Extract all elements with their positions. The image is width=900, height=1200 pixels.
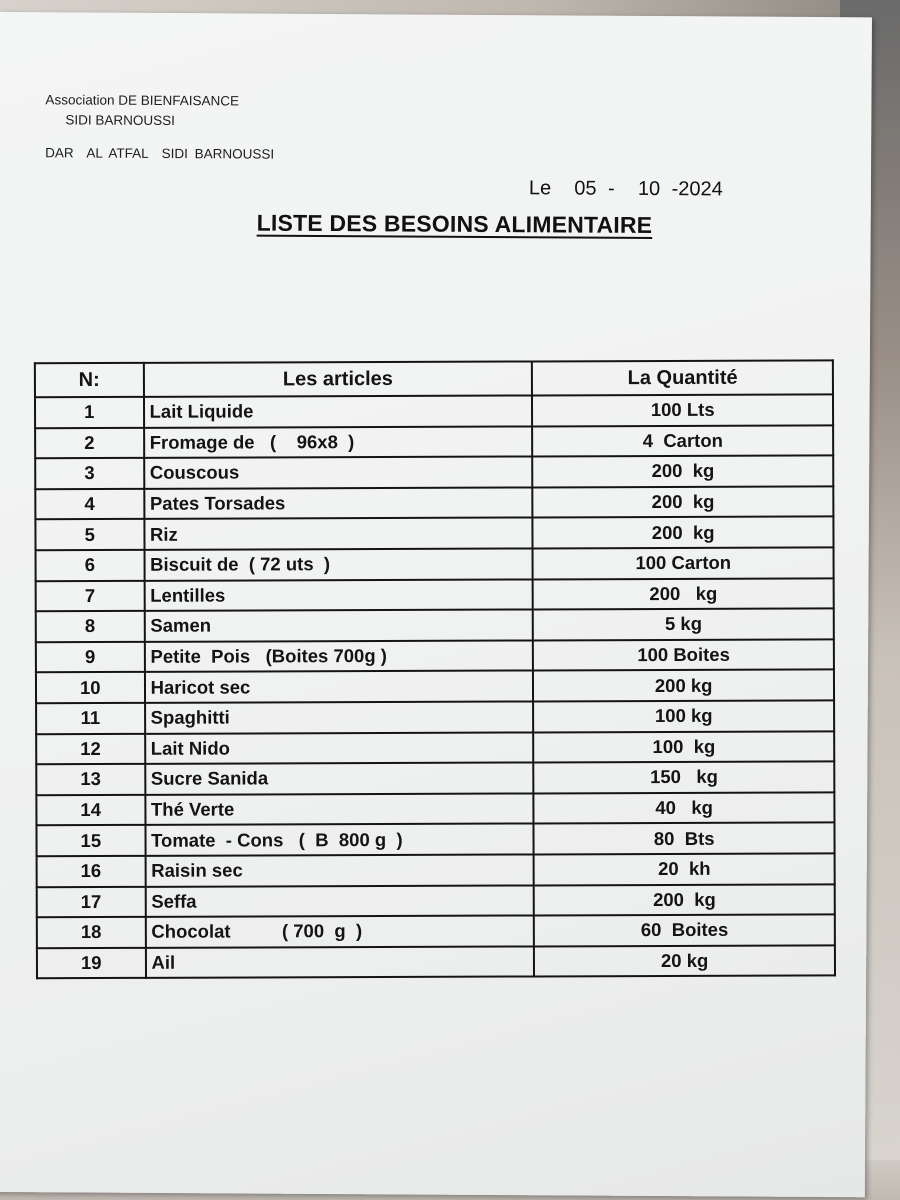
row-article-cell: [145, 701, 534, 733]
row-quantity: 200 kg: [653, 888, 716, 910]
table-row: [36, 731, 834, 764]
row-quantity-cell: [533, 547, 834, 579]
row-quantity: 100 Boites: [637, 643, 730, 666]
row-quantity-cell: [532, 425, 833, 457]
table-row: [35, 456, 833, 489]
row-quantity: 40 kg: [655, 796, 713, 819]
row-quantity: 200 kg: [651, 460, 715, 482]
row-number: 16: [37, 856, 146, 887]
row-quantity: 200 kg: [654, 674, 713, 696]
row-article-cell: [145, 763, 534, 795]
row-quantity: 4 Carton: [642, 429, 723, 451]
paper-sheet: [0, 12, 872, 1197]
row-quantity-cell: [533, 609, 834, 641]
row-article-cell: [144, 610, 533, 642]
needs-table: [34, 359, 836, 979]
table-row: [35, 486, 833, 519]
row-number: 11: [36, 703, 145, 734]
row-number: 5: [35, 519, 144, 550]
row-article: Thé Verte: [150, 798, 235, 820]
table-body: [35, 394, 835, 978]
row-quantity: 100 kg: [654, 705, 713, 727]
row-number: 4: [35, 489, 144, 520]
row-article: Biscuit de ( 72 uts ): [150, 553, 331, 576]
row-quantity: 100 kg: [652, 735, 716, 757]
row-number: 13: [36, 764, 145, 795]
letterhead: [45, 90, 275, 164]
row-article: Fromage de ( 96x8 ): [149, 430, 355, 453]
row-quantity-cell: [533, 456, 834, 488]
table-row: [36, 700, 834, 733]
row-quantity-cell: [534, 731, 835, 763]
row-article-cell: [144, 426, 533, 458]
row-article-cell: [144, 487, 533, 519]
row-number: 8: [36, 611, 145, 642]
row-article: Pates Torsades: [149, 492, 286, 514]
row-article-cell: [145, 793, 534, 825]
table-row: [35, 394, 833, 427]
row-quantity: 100 Carton: [635, 552, 732, 574]
row-number: 10: [36, 672, 145, 703]
table-row: [37, 915, 835, 948]
row-article: Raisin sec: [151, 859, 243, 882]
row-number: 2: [35, 427, 144, 458]
row-quantity-cell: [533, 486, 834, 518]
table-row: [37, 945, 835, 978]
row-quantity-cell: [534, 884, 835, 916]
row-number: 15: [36, 825, 145, 856]
column-header-articles: Les articles: [143, 361, 532, 396]
row-article: Haricot sec: [150, 676, 251, 698]
row-article-cell: [145, 824, 534, 856]
row-number: 12: [36, 733, 145, 764]
table-row: [36, 792, 834, 825]
row-article-cell: [144, 579, 533, 611]
row-quantity: 60 Boites: [640, 919, 729, 941]
table-row: [36, 547, 834, 580]
row-article: Ail: [151, 951, 176, 973]
row-article-cell: [144, 457, 533, 489]
row-quantity: 100 Lts: [650, 399, 715, 421]
row-quantity-cell: [533, 517, 834, 549]
institution-name: DAR AL ATFAL SIDI BARNOUSSI: [45, 144, 275, 162]
row-number: 19: [37, 948, 146, 979]
column-header-quantity: La Quantité: [532, 360, 833, 395]
row-article: Lait Liquide: [149, 400, 254, 423]
row-quantity-cell: [533, 670, 834, 702]
row-article-cell: [145, 732, 534, 764]
row-article-cell: [145, 916, 534, 948]
table-row: [37, 853, 835, 886]
table-row: [36, 578, 834, 611]
row-article: Samen: [150, 615, 212, 637]
row-article-cell: [144, 548, 533, 580]
row-number: 7: [36, 580, 145, 611]
table-row: [36, 762, 834, 795]
row-quantity: 20 kh: [658, 858, 711, 880]
row-quantity-cell: [534, 823, 835, 855]
row-quantity: 200 kg: [651, 521, 715, 543]
row-quantity-cell: [534, 945, 835, 977]
table-row: [36, 670, 834, 703]
row-number: 3: [35, 458, 144, 489]
row-article-cell: [144, 395, 533, 427]
row-number: 6: [36, 550, 145, 581]
row-quantity: 5 kg: [664, 613, 703, 635]
document-date: Le 05 - 10 -2024: [528, 177, 723, 201]
column-header-number: N:: [35, 363, 144, 397]
row-number: 1: [35, 397, 144, 428]
row-number: 14: [36, 795, 145, 826]
row-article: Lait Nido: [150, 737, 230, 759]
row-quantity-cell: [534, 762, 835, 794]
table-row: [37, 884, 835, 917]
table-row: [36, 639, 834, 672]
table-header-row: [35, 360, 833, 397]
row-article: Chocolat ( 700 g ): [151, 920, 363, 943]
row-article-cell: [145, 885, 534, 917]
row-article: Tomate - Cons ( B 800 g ): [151, 828, 403, 851]
table-row: [36, 823, 834, 856]
row-article-cell: [145, 946, 534, 978]
row-article: Petite Pois (Boites 700g ): [150, 645, 387, 667]
row-number: 18: [37, 917, 146, 948]
row-quantity-cell: [534, 915, 835, 947]
row-article: Couscous: [149, 461, 240, 484]
row-quantity-cell: [533, 578, 834, 610]
row-article-cell: [144, 640, 533, 672]
table-row: [35, 517, 833, 550]
page-title: LISTE DES BESOINS ALIMENTAIRE: [256, 209, 653, 238]
row-article-cell: [144, 518, 533, 550]
row-quantity-cell: [533, 700, 834, 732]
row-article: Lentilles: [150, 584, 226, 606]
row-quantity-cell: [533, 639, 834, 671]
row-number: 9: [36, 642, 145, 673]
association-name: Association DE BIENFAISANCE: [45, 92, 240, 109]
row-quantity-cell: [534, 792, 835, 824]
row-number: 17: [37, 886, 146, 917]
row-quantity: 200 kg: [651, 490, 715, 513]
association-location: SIDI BARNOUSSI: [65, 112, 175, 129]
row-article: Riz: [149, 523, 178, 545]
row-article: Seffa: [151, 890, 197, 912]
row-article-cell: [145, 671, 534, 703]
row-quantity-cell: [534, 853, 835, 885]
row-article: Sucre Sanida: [150, 767, 269, 790]
table-row: [36, 609, 834, 642]
row-quantity: 200 kg: [649, 582, 718, 604]
row-article-cell: [145, 854, 534, 886]
table-row: [35, 425, 833, 458]
row-quantity: 150 kg: [650, 766, 718, 788]
row-quantity: 20 kg: [660, 949, 709, 972]
row-article: Spaghitti: [150, 706, 230, 729]
row-quantity: 80 Bts: [653, 827, 715, 849]
row-quantity-cell: [532, 394, 833, 426]
